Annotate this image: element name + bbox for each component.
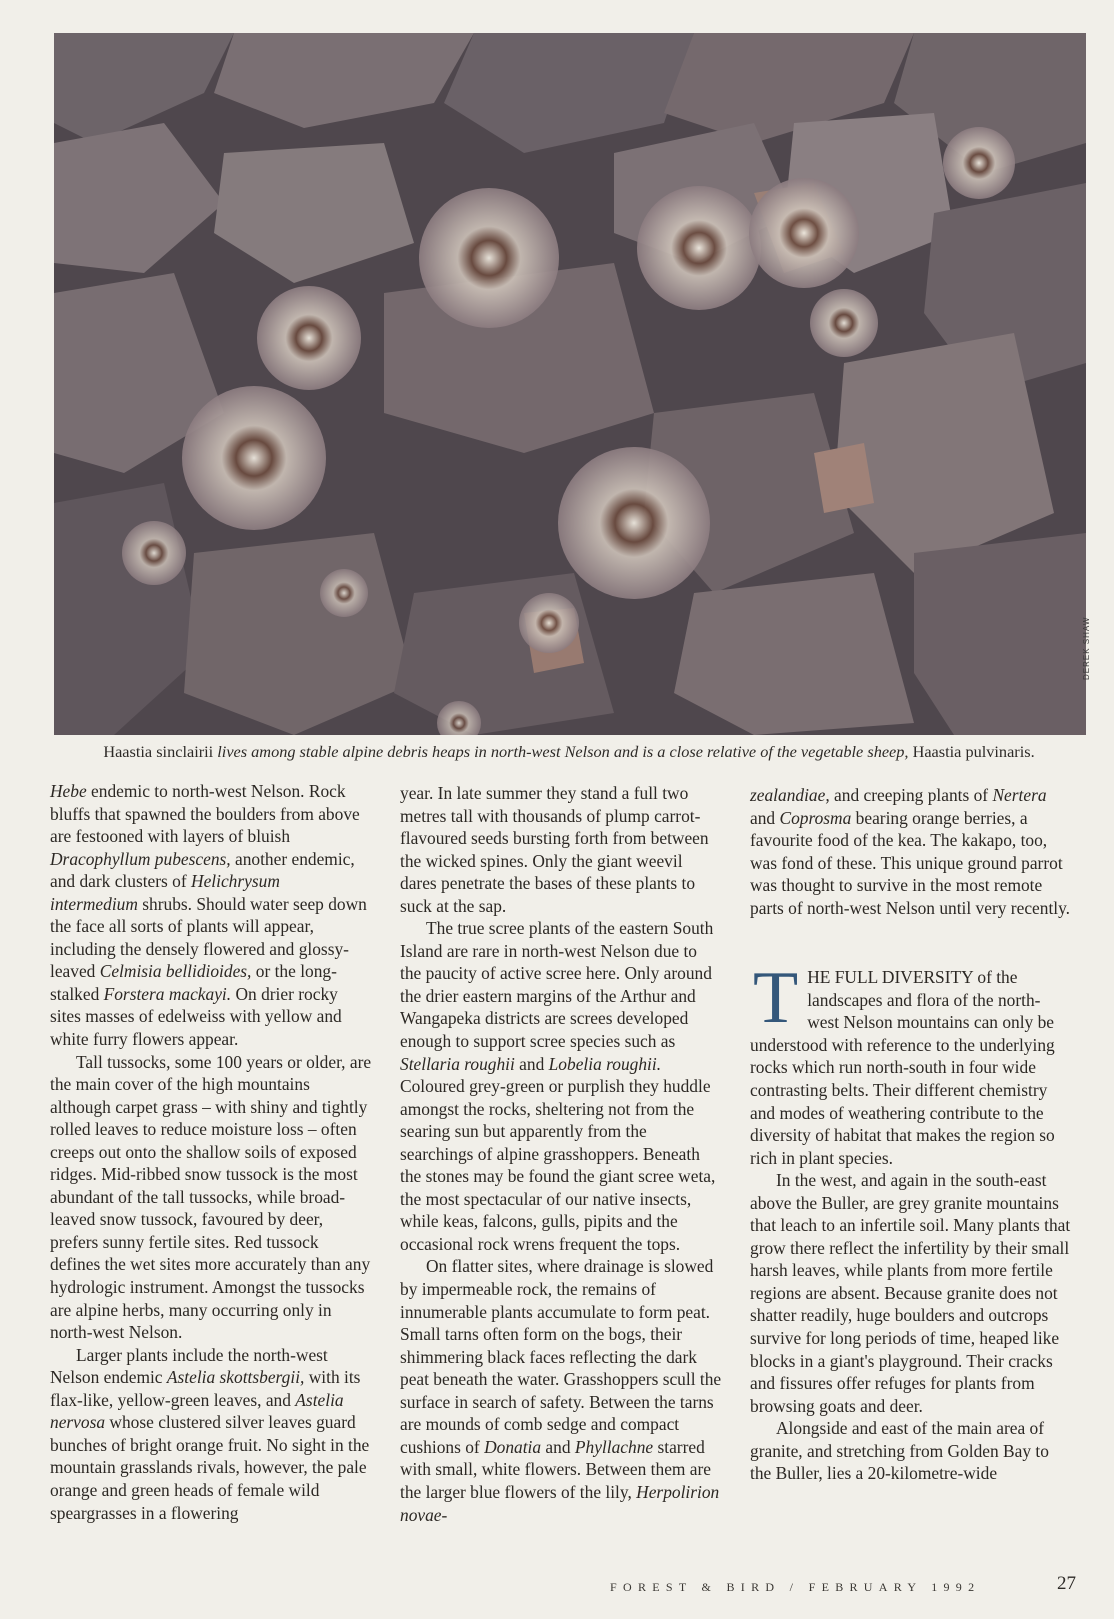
column-3-paragraph-2 [750, 957, 1072, 1169]
caption-relative: Haastia pulvinaris. [912, 742, 1035, 761]
column-2-paragraph-3 [400, 1255, 722, 1526]
text-run: another endemic, and dark clusters of [50, 848, 355, 892]
italic-run: Astelia nervosa [50, 1389, 344, 1433]
text-run: year. In late summer they stand a full two metres tall with thousands of plump carrot-flavoured seeds bursting forth from between the wicked spines. Only the giant weevil dares penetrate the bases of these plants to suck at the sap. [400, 783, 709, 916]
text-run: and creeping plants of [829, 785, 993, 805]
italic-run: Coprosma [779, 807, 852, 828]
column-1-paragraph-1 [50, 780, 372, 1051]
text-run: Coloured grey-green or purplish they huddle amongst the rocks, sheltering not from the searing sun but apparently from the searchings of alpine grasshoppers. Beneath the stones may be found the giant scree weta, the most spectacular of our native insects, while keas, falcons, gulls, pipits and the occasional rock wrens frequent the tops. [400, 1076, 716, 1254]
italic-run: Lobelia roughii. [548, 1053, 662, 1074]
italic-run: Hebe [50, 781, 87, 801]
caption-description: lives among stable alpine debris heaps in north-west Nelson and is a close relative of the vegetable sheep, [217, 742, 909, 761]
column-2-paragraph-2 [400, 917, 722, 1255]
section-opening [750, 957, 1072, 1169]
photo-credit: DEREK SHAW [1082, 616, 1091, 680]
italic-run: Stellaria roughii [400, 1053, 515, 1074]
caption-species: Haastia sinclairii [103, 742, 214, 761]
haastia-photo [54, 33, 1086, 735]
italic-run: Dracophyllum pubescens, [50, 848, 231, 869]
column-1-paragraph-2 [50, 1051, 372, 1344]
italic-run: Astelia skottsbergii, [166, 1367, 305, 1388]
text-run: On drier rocky sites masses of edelweiss with yellow and white furry flowers appear. [50, 983, 342, 1050]
italic-run: zealandiae, [750, 785, 830, 805]
text-column-1 [50, 780, 372, 1524]
text-run: Alongside and east of the main area of granite, and stretching from Golden Bay to the Buller, lies a 20-kilometre-wide [750, 1418, 1049, 1484]
italic-run: Phyllachne [574, 1436, 654, 1457]
italic-run: Celmisia bellidioides, [99, 961, 252, 982]
text-run: and [541, 1436, 575, 1457]
text-run: bearing orange berries, a favourite food of the kea. The kakapo, too, was fond of these. This unique ground parrot was thought to survive in the most remote parts of north-west Nelson until very recently. [750, 807, 1071, 918]
text-run: HE FULL DIVERSITY of the landscapes and flora of the north-west Nelson mountains can only be understood with reference to the underlying rocks which run north-south in four wide contrasting belts. Their different chemistry and modes of weathering contribute to the diversity of habitat that makes the region so rich in plant species. [750, 967, 1055, 1168]
text-run: starred with small, white flowers. Between them are the larger blue flowers of the lily, [400, 1436, 712, 1502]
column-2-paragraph-1 [400, 782, 722, 917]
column-3-paragraph-4 [750, 1417, 1072, 1485]
column-3-paragraph-3 [750, 1169, 1072, 1417]
rock-scene-illustration [54, 33, 1086, 735]
text-column-3 [750, 784, 1072, 1485]
text-run: and [514, 1053, 549, 1074]
column-1-paragraph-3 [50, 1344, 372, 1524]
text-run: endemic to north-west Nelson. Rock bluffs that spawned the boulders from above are festooned with layers of bluish [50, 781, 360, 847]
italic-run: Forstera mackayi. [103, 983, 232, 1004]
text-run: Tall tussocks, some 100 years or older, are the main cover of the high mountains although carpet grass – with shiny and tightly rolled leaves to reduce moisture loss – often creeps out onto the shallow soils of exposed ridges. Mid-ribbed snow tussock is the most abundant of the tall tussocks, while broad-leaved snow tussock, favoured by deer, prefers sunny fertile sites. Red tussock defines the wet sites more accurately than any hydrologic instrument. Amongst the tussocks are alpine herbs, many occurring only in north-west Nelson. [50, 1051, 372, 1343]
italic-run: Nertera [992, 785, 1047, 805]
text-run: whose clustered silver leaves guard bunches of bright orange fruit. No sight in the mountain grasslands rivals, however, the pale orange and green heads of female wild speargrasses in a flowering [50, 1412, 370, 1523]
text-run: with its flax-like, yellow-green leaves, and [50, 1367, 361, 1410]
italic-run: Herpolirion novae- [400, 1481, 720, 1525]
text-column-2 [400, 782, 722, 1526]
running-footer: FOREST & BIRD / FEBRUARY 1992 [610, 1580, 981, 1594]
drop-cap: T [753, 957, 799, 1040]
italic-run: Helichrysum intermedium [50, 871, 280, 914]
text-run: The true scree plants of the eastern South Island are rare in north-west Nelson due to the paucity of active scree here. Only around the drier eastern margins of the Arthur and Wangapeka districts are screes developed enough to support scree species such as [400, 918, 714, 1052]
italic-run: Donatia [484, 1436, 542, 1457]
text-run: and [750, 807, 780, 828]
text-run: On flatter sites, where drainage is slowed by impermeable rock, the remains of innumerable plants accumulate to form peat. Small tarns often form on the bogs, their shimmering black faces reflecting the dark peat beneath the water. Grasshoppers scull the surface in search of safety. Between the tarns are mounds of comb sedge and compact cushions of [400, 1256, 722, 1457]
text-run: Larger plants include the north-west Nelson endemic [50, 1344, 328, 1388]
text-run: shrubs. Should water seep down the face all sorts of plants will appear, including the densely flowered and glossy-leaved [50, 893, 367, 982]
page-number: 27 [1057, 1573, 1076, 1594]
text-run: In the west, and again in the south-east above the Buller, are grey granite mountains that leach to an infertile soil. Many plants that grow there reflect the infertility by their small harsh leaves, while plants from more fertile regions are absent. Because granite does not shatter readily, huge boulders and outcrops survive for long periods of time, heaped like blocks in a giant's playground. Their cracks and fissures offer refuges for plants from browsing goats and deer. [750, 1170, 1071, 1416]
column-3-paragraph-1 [750, 784, 1072, 919]
photo-caption [54, 742, 1084, 762]
text-run: or the long-stalked [50, 961, 337, 1004]
